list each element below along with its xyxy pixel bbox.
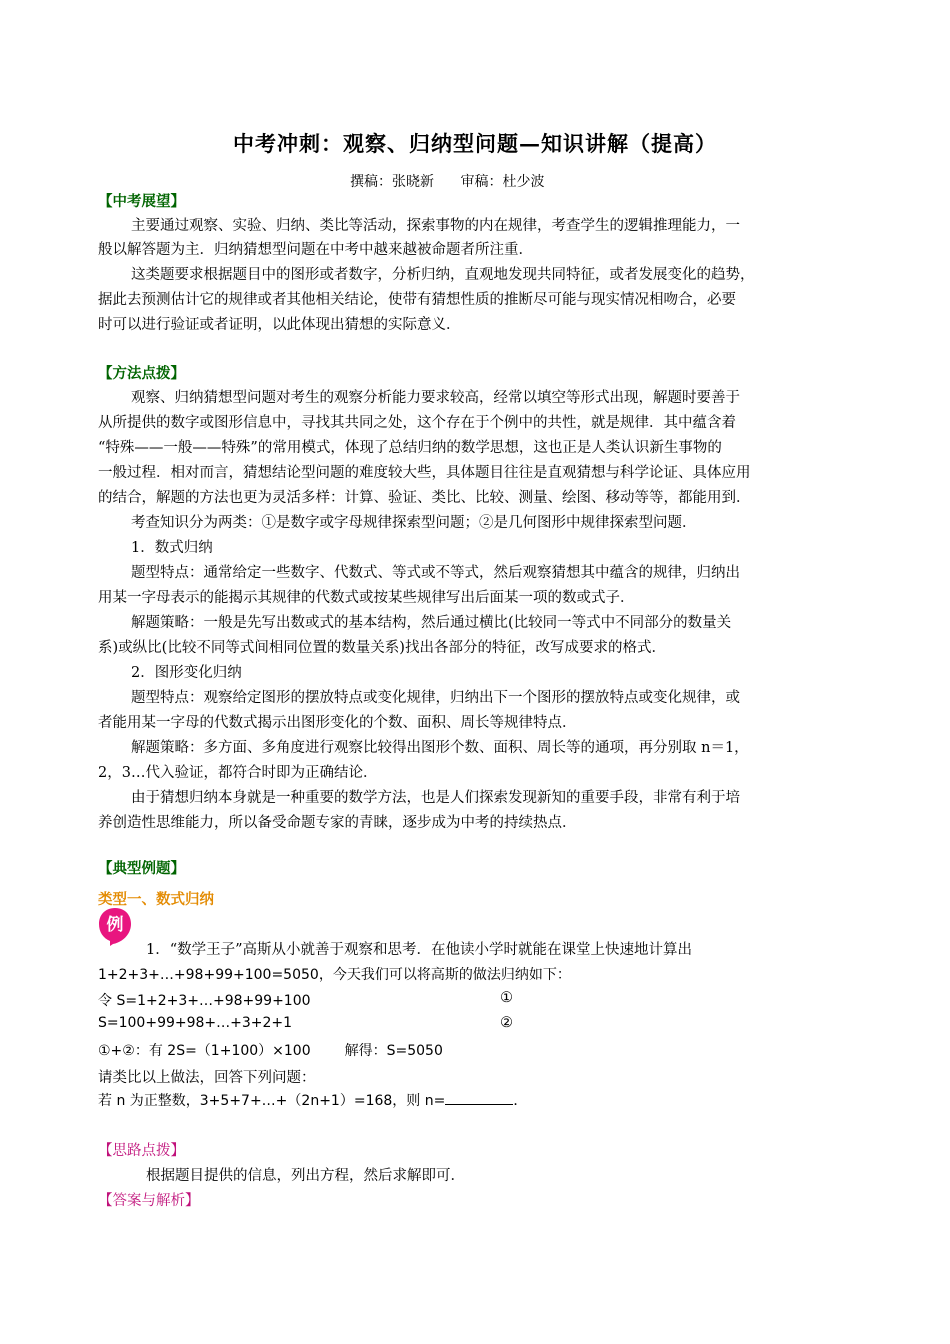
equation-1: 令 S=1+2+3+…+98+99+100	[98, 993, 311, 1009]
type1-heading: 类型一、数式归纳	[98, 891, 214, 908]
method-line: 1．数式归纳	[131, 540, 213, 556]
hint-heading: 【思路点拨】	[98, 1143, 185, 1159]
outlook-line: 据此去预测估计它的规律或者其他相关结论，使带有猜想性质的推断尽可能与现实情况相吻合，必要	[98, 292, 736, 308]
method-line: 的结合，解题的方法也更为灵活多样：计算、验证、类比、比较、测量、绘图、移动等等，都能用到．	[98, 490, 751, 506]
q1-prompt: 请类比以上做法，回答下列问题：	[98, 1070, 316, 1086]
reviewer: 审稿：杜少波	[460, 174, 545, 190]
outlook-heading: 【中考展望】	[98, 193, 185, 210]
method-line: 2，3…代入验证，都符合时即为正确结论．	[98, 765, 378, 781]
method-line: 考查知识分为两类：①是数字或字母规律探索型问题；②是几何图形中规律探索型问题．	[131, 515, 697, 531]
equation-1-mark: ①	[500, 990, 513, 1006]
answer-blank[interactable]	[445, 1091, 513, 1105]
authors	[350, 171, 566, 191]
examples-heading: 【典型例题】	[98, 860, 185, 877]
page-title: 中考冲刺：观察、归纳型问题—知识讲解（提高）	[233, 131, 717, 156]
example-badge-icon	[98, 905, 132, 947]
method-line: 者能用某一字母的代数式揭示出图形变化的个数、面积、周长等规律特点．	[98, 715, 577, 731]
example-badge-label: 例	[106, 915, 124, 935]
outlook-line: 主要通过观察、实验、归纳、类比等活动，探索事物的内在规律，考查学生的逻辑推理能力，一	[131, 218, 740, 234]
q1-text: 1+2+3+…+98+99+100=5050，今天我们可以将高斯的做法归纳如下：	[98, 967, 571, 983]
method-line: 养创造性思维能力，所以备受命题专家的青睐，逐步成为中考的持续热点．	[98, 815, 577, 831]
method-line: 系)或纵比(比较不同等式间相同位置的数量关系)找出各部分的特征，改写成要求的格式．	[98, 640, 666, 656]
method-line: 题型特点：通常给定一些数字、代数式、等式或不等式，然后观察猜想其中蕴含的规律，归纳出	[131, 565, 740, 581]
method-line: 由于猜想归纳本身就是一种重要的数学方法，也是人们探索发现新知的重要手段，非常有利于培	[131, 790, 740, 806]
equation-2: S=100+99+98+…+3+2+1	[98, 1015, 293, 1031]
method-line: “特殊——一般——特殊”的常用模式，体现了总结归纳的数学思想，这也正是人类认识新生事物的	[98, 440, 722, 456]
outlook-line: 般以解答题为主．归纳猜想型问题在中考中越来越被命题者所注重．	[98, 242, 533, 258]
method-line: 从所提供的数字或图形信息中，寻找其共同之处，这个存在于个例中的共性，就是规律．其中蕴含着	[98, 415, 736, 431]
method-line: 一般过程．相对而言，猜想结论型问题的难度较大些，具体题目往往是直观猜想与科学论证、具体应用	[98, 465, 751, 481]
method-line: 用某一字母表示的能揭示其规律的代数式或按某些规律写出后面某一项的数或式子．	[98, 590, 635, 606]
outlook-line: 这类题要求根据题目中的图形或者数字，分析归纳，直观地发现共同特征，或者发展变化的趋势，	[131, 267, 755, 283]
method-line: 观察、归纳猜想型问题对考生的观察分析能力要求较高，经常以填空等形式出现，解题时要善于	[131, 390, 740, 406]
q1-text: 1．“数学王子”高斯从小就善于观察和思考．在他读小学时就能在课堂上快速地计算出	[146, 942, 693, 958]
method-line: 解题策略：多方面、多角度进行观察比较得出图形个数、面积、周长等的通项，再分别取 n＝1，	[131, 740, 749, 756]
method-line: 题型特点：观察给定图形的摆放特点或变化规律，归纳出下一个图形的摆放特点或变化规律，或	[131, 690, 740, 706]
method-line: 2．图形变化归纳	[131, 665, 242, 681]
method-heading: 【方法点拨】	[98, 365, 185, 382]
method-line: 解题策略：一般是先写出数或式的基本结构，然后通过横比(比较同一等式中不同部分的数量关	[131, 615, 732, 631]
q1-question: 若 n 为正整数，3+5+7+…+（2n+1）=168，则 n= ．	[98, 1093, 528, 1109]
equation-2-mark: ②	[500, 1015, 513, 1031]
writer: 撰稿：张晓新	[350, 174, 434, 190]
answer-heading: 【答案与解析】	[98, 1193, 200, 1209]
equation-3: ①+②：有 2S=（1+100）×100 解得：S=5050	[98, 1043, 443, 1059]
hint-text: 根据题目提供的信息，列出方程，然后求解即可．	[146, 1168, 465, 1184]
outlook-line: 时可以进行验证或者证明，以此体现出猜想的实际意义．	[98, 317, 461, 333]
